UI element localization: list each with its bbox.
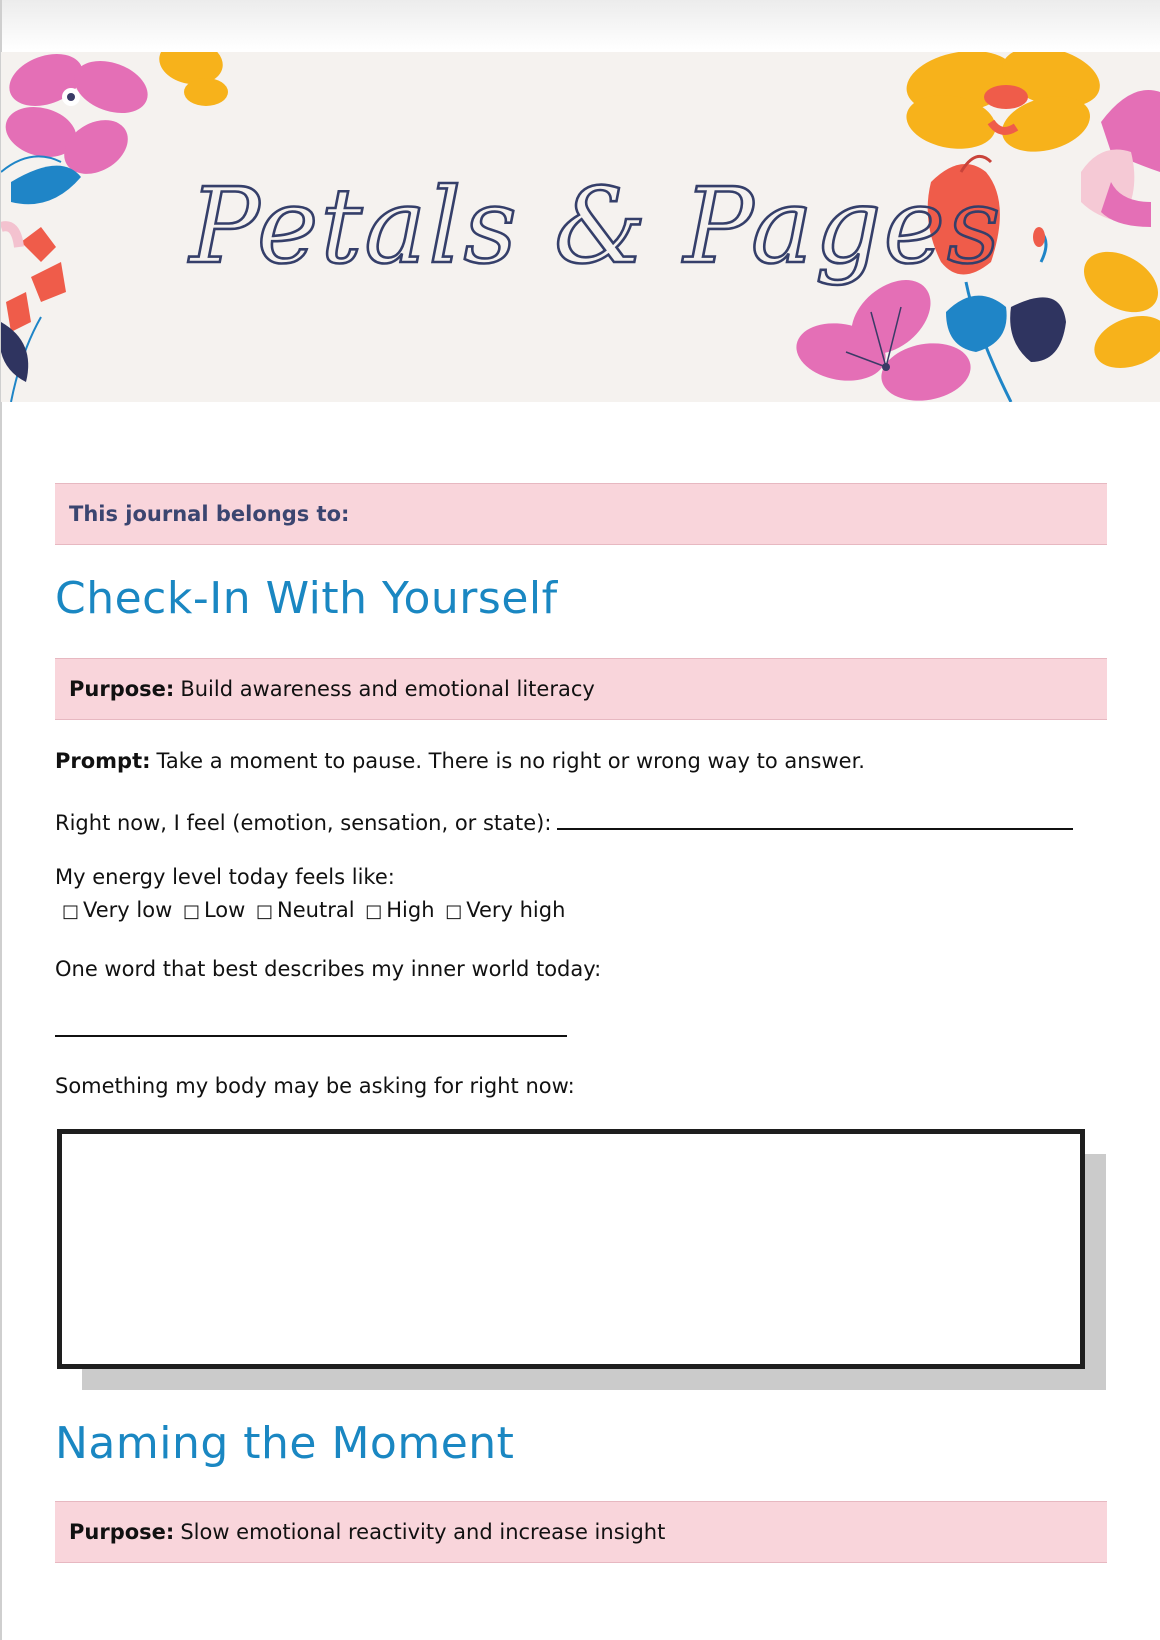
checkbox-very-low[interactable]: □	[62, 901, 80, 922]
option-high: High	[386, 898, 435, 922]
prompt-label: Prompt:	[55, 749, 151, 773]
header-banner	[1, 52, 1160, 402]
purpose-label: Purpose:	[69, 677, 175, 701]
floral-illustration	[1, 52, 1160, 402]
body-answer-box[interactable]	[57, 1129, 1085, 1369]
purpose-text: Build awareness and emotional literacy	[180, 677, 595, 701]
energy-question	[55, 865, 395, 889]
option-very-high: Very high	[466, 898, 566, 922]
prompt-text: Take a moment to pause. There is no right or wrong way to answer.	[156, 749, 865, 773]
feel-answer-line[interactable]	[557, 808, 1073, 830]
checkbox-low[interactable]: □	[182, 901, 200, 922]
purpose-bar-naming	[55, 1501, 1107, 1563]
checkbox-very-high[interactable]: □	[445, 901, 463, 922]
yellow-flower-right-edge-icon	[1073, 239, 1160, 377]
word-answer-line[interactable]	[55, 1035, 567, 1037]
option-low: Low	[203, 898, 246, 922]
option-neutral: Neutral	[277, 898, 355, 922]
feel-question	[55, 808, 1073, 835]
purpose-label-2: Purpose:	[69, 1520, 175, 1544]
owner-field[interactable]	[55, 483, 1107, 545]
purpose-text-2: Slow emotional reactivity and increase insight	[180, 1520, 666, 1544]
option-very-low: Very low	[83, 898, 173, 922]
checkbox-high[interactable]: □	[365, 901, 383, 922]
energy-options	[58, 898, 565, 922]
journal-title: Petals & Pages	[189, 165, 1003, 287]
feel-text: Right now, I feel (emotion, sensation, or state):	[55, 811, 552, 835]
yellow-flower-top-right-icon	[902, 52, 1107, 161]
section-title-check-in: Check-In With Yourself	[55, 573, 558, 624]
purpose-bar-check-in	[55, 658, 1107, 720]
body-question	[55, 1074, 575, 1098]
word-question	[55, 957, 601, 981]
yellow-flower-left-icon	[156, 52, 228, 106]
bell-flower-right-icon	[1081, 90, 1160, 227]
section-title-naming: Naming the Moment	[55, 1418, 515, 1469]
red-flower-left-icon	[6, 227, 66, 402]
page-top-shadow	[0, 0, 1160, 50]
owner-label: This journal belongs to:	[69, 502, 350, 526]
body-question-text: Something my body may be asking for right now:	[55, 1074, 575, 1098]
energy-question-text: My energy level today feels like:	[55, 865, 395, 889]
prompt-line	[55, 749, 865, 773]
word-question-text: One word that best describes my inner world today:	[55, 957, 602, 981]
pink-flower-left-icon	[1, 52, 155, 185]
checkbox-neutral[interactable]: □	[256, 901, 274, 922]
